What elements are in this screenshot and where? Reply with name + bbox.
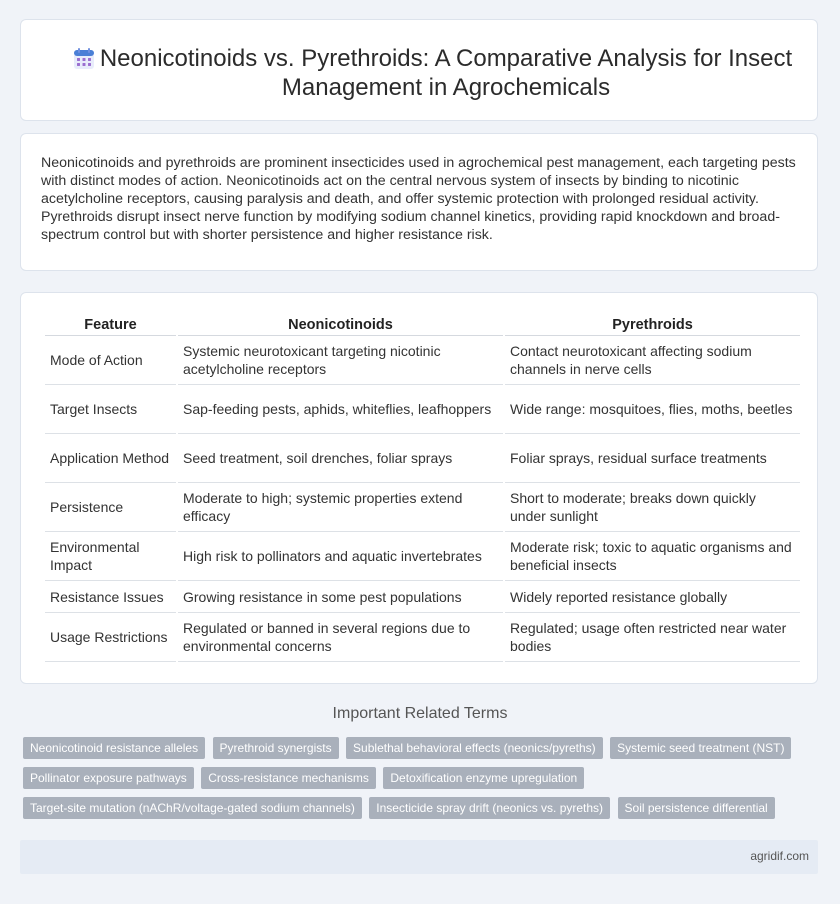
related-term-tag[interactable]: Neonicotinoid resistance alleles (23, 737, 205, 759)
related-term-tag[interactable]: Cross-resistance mechanisms (201, 767, 376, 789)
related-term-tag[interactable]: Target-site mutation (nAChR/voltage-gated sodium channels) (23, 797, 362, 819)
column-header: Feature (45, 314, 176, 336)
pyrethroids-cell: Wide range: mosquitoes, flies, moths, beetles (505, 385, 800, 434)
feature-cell: Mode of Action (45, 336, 176, 385)
neonicotinoids-cell: Moderate to high; systemic properties extend efficacy (178, 483, 503, 532)
feature-cell: Environmental Impact (45, 532, 176, 581)
column-header: Pyrethroids (505, 314, 800, 336)
header-card (20, 19, 818, 121)
footer-site-link[interactable]: agridif.com (750, 849, 809, 863)
related-term-tag[interactable]: Sublethal behavioral effects (neonics/pyreths) (346, 737, 603, 759)
page-title: Neonicotinoids vs. Pyrethroids: A Comparative Analysis for Insect Management in Agrochemicals (99, 45, 793, 101)
table-header-row (45, 314, 800, 336)
table-row (45, 336, 800, 385)
feature-cell: Resistance Issues (45, 581, 176, 613)
feature-cell: Usage Restrictions (45, 613, 176, 662)
related-term-tag[interactable]: Pyrethroid synergists (213, 737, 339, 759)
related-term-tag[interactable]: Soil persistence differential (618, 797, 775, 819)
intro-card (20, 133, 818, 271)
pyrethroids-cell: Moderate risk; toxic to aquatic organisms and beneficial insects (505, 532, 800, 581)
pyrethroids-cell: Short to moderate; breaks down quickly under sunlight (505, 483, 800, 532)
pyrethroids-cell: Regulated; usage often restricted near water bodies (505, 613, 800, 662)
neonicotinoids-cell: High risk to pollinators and aquatic invertebrates (178, 532, 503, 581)
pyrethroids-cell: Foliar sprays, residual surface treatments (505, 434, 800, 483)
table-row (45, 385, 800, 434)
table-row (45, 581, 800, 613)
feature-cell: Target Insects (45, 385, 176, 434)
neonicotinoids-cell: Sap-feeding pests, aphids, whiteflies, leafhoppers (178, 385, 503, 434)
neonicotinoids-cell: Growing resistance in some pest populations (178, 581, 503, 613)
related-term-tag[interactable]: Pollinator exposure pathways (23, 767, 194, 789)
footer (20, 840, 818, 874)
table-row (45, 483, 800, 532)
feature-cell: Application Method (45, 434, 176, 483)
pyrethroids-cell: Widely reported resistance globally (505, 581, 800, 613)
table-row (45, 613, 800, 662)
related-term-tag[interactable]: Insecticide spray drift (neonics vs. pyreths) (369, 797, 610, 819)
comparison-table-card (20, 292, 818, 684)
related-terms-list (23, 737, 813, 827)
related-term-tag[interactable]: Systemic seed treatment (NST) (610, 737, 791, 759)
related-terms-title: Important Related Terms (332, 705, 508, 722)
table-row (45, 434, 800, 483)
related-term-tag[interactable]: Detoxification enzyme upregulation (383, 767, 584, 789)
neonicotinoids-cell: Regulated or banned in several regions due to environmental concerns (178, 613, 503, 662)
feature-cell: Persistence (45, 483, 176, 532)
table-row (45, 532, 800, 581)
neonicotinoids-cell: Seed treatment, soil drenches, foliar sprays (178, 434, 503, 483)
intro-text: Neonicotinoids and pyrethroids are prominent insecticides used in agrochemical pest management, each targeting pests with distinct modes of action. Neonicotinoids act on the central nervous system of insects by binding to nicotinic acetylcholine receptors, causing paralysis and death, and offer systemic protection with prolonged residual activity. Pyrethroids disrupt insect nerve function by modifying sodium channel kinetics, providing rapid knockdown and broad-spectrum control but with shorter persistence and higher resistance risk. (41, 155, 796, 243)
comparison-table (43, 314, 802, 662)
neonicotinoids-cell: Systemic neurotoxicant targeting nicotinic acetylcholine receptors (178, 336, 503, 385)
pyrethroids-cell: Contact neurotoxicant affecting sodium channels in nerve cells (505, 336, 800, 385)
column-header: Neonicotinoids (178, 314, 503, 336)
